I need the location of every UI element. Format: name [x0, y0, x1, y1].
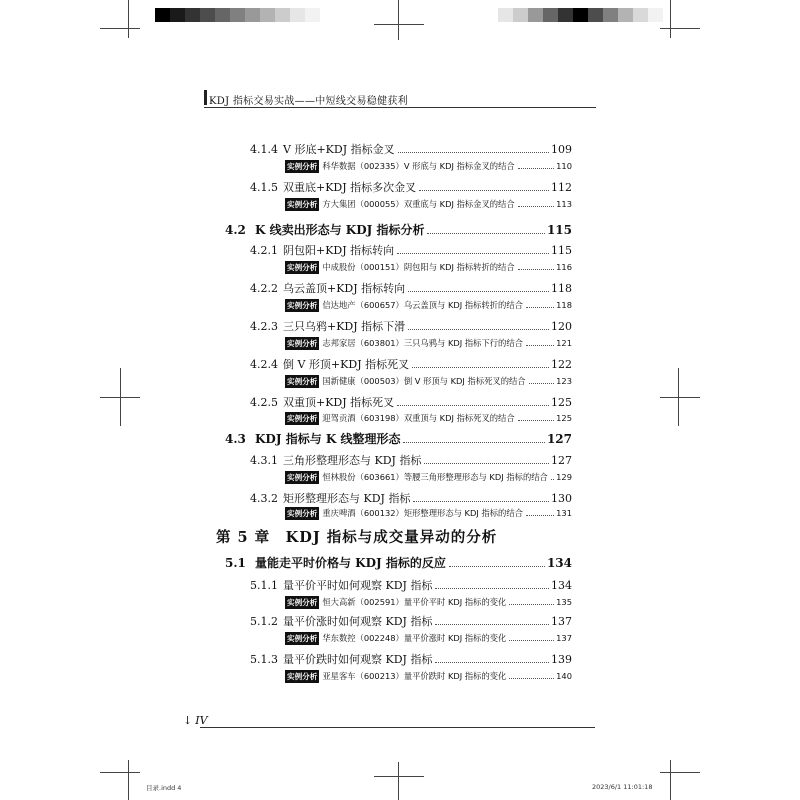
- chapter-heading: 第 5 章 KDJ 指标与成交量异动的分析: [216, 529, 498, 546]
- toc-page-number: 134: [546, 556, 572, 570]
- dot-leader: [509, 604, 554, 605]
- toc-title: 乌云盖顶+KDJ 指标转向: [283, 282, 406, 295]
- toc-title: 量平价涨时如何观察 KDJ 指标: [283, 615, 433, 628]
- toc-page-number: 118: [551, 282, 572, 295]
- color-swatch: [140, 8, 155, 22]
- page-arrow-icon: ↓: [183, 714, 193, 727]
- crop-mark: [374, 776, 424, 777]
- page-number-label: IV: [195, 714, 208, 727]
- dot-leader: [424, 463, 549, 464]
- crop-mark: [128, 0, 129, 38]
- dot-leader: [412, 367, 549, 368]
- toc-example-entry[interactable]: [285, 596, 572, 609]
- toc-title: K 线卖出形态与 KDJ 指标分析: [255, 223, 425, 237]
- toc-subsection-entry[interactable]: [250, 179, 572, 195]
- toc-subsection-entry[interactable]: [250, 651, 572, 667]
- toc-page-number: 110: [556, 161, 572, 171]
- toc-page-number: 120: [551, 320, 572, 333]
- crop-mark: [398, 762, 399, 800]
- example-badge: 实例分析: [287, 200, 318, 209]
- toc-subsection-entry[interactable]: [250, 394, 572, 410]
- toc-number: 5.1.2: [250, 615, 278, 628]
- toc-page-number: 116: [556, 262, 572, 272]
- toc-title: 信达地产（600657）乌云盖顶与 KDJ 指标转折的结合: [322, 300, 523, 310]
- crop-mark: [100, 772, 140, 773]
- toc-page-number: 131: [556, 508, 572, 518]
- toc-title: 三角形整理形态与 KDJ 指标: [283, 454, 422, 467]
- toc-number: 5.1: [225, 556, 246, 570]
- toc-number: 4.2.1: [250, 244, 278, 257]
- dot-leader: [518, 420, 555, 421]
- dot-leader: [435, 624, 549, 625]
- color-swatch: [513, 8, 528, 22]
- toc-number: 4.2.2: [250, 282, 278, 295]
- toc-title: 亚星客车（600213）量平价跌时 KDJ 指标的变化: [322, 671, 507, 681]
- toc-example-entry[interactable]: [285, 507, 572, 520]
- toc-section-entry[interactable]: [225, 554, 572, 571]
- toc-example-entry[interactable]: [285, 632, 572, 645]
- header-rule: [204, 107, 596, 108]
- color-swatch: [305, 8, 320, 22]
- toc-title: 国新健康（000503）倒 V 形顶与 KDJ 指标死叉的结合: [322, 376, 526, 386]
- crop-mark: [398, 0, 399, 40]
- example-badge: 实例分析: [287, 509, 318, 518]
- crop-mark: [374, 24, 424, 25]
- toc-number: 4.1.4: [250, 143, 278, 156]
- toc-title: 恒林股份（603661）等腰三角形整理形态与 KDJ 指标的结合: [322, 472, 548, 482]
- toc-example-entry[interactable]: [285, 375, 572, 388]
- crop-mark: [128, 760, 129, 800]
- toc-section-entry[interactable]: [225, 221, 572, 238]
- color-swatch: [275, 8, 290, 22]
- crop-mark: [670, 0, 671, 38]
- color-swatch: [648, 8, 663, 22]
- toc-title: 量平价跌时如何观察 KDJ 指标: [283, 653, 433, 666]
- toc-page-number: 123: [556, 376, 572, 386]
- example-badge: 实例分析: [287, 263, 318, 272]
- example-badge: 实例分析: [287, 598, 318, 607]
- example-badge: 实例分析: [287, 672, 318, 681]
- dot-leader: [398, 152, 549, 153]
- color-swatch: [543, 8, 558, 22]
- dot-leader: [408, 291, 549, 292]
- running-header: KDJ 指标交易实战——中短线交易稳健获利: [209, 96, 408, 107]
- toc-title: 双重顶+KDJ 指标死叉: [283, 396, 395, 409]
- dot-leader: [526, 307, 554, 308]
- dot-leader: [397, 405, 549, 406]
- toc-number: 4.3.1: [250, 454, 278, 467]
- footer-rule: [200, 727, 595, 728]
- toc-number: 4.2.3: [250, 320, 278, 333]
- example-badge: 实例分析: [287, 301, 318, 310]
- example-badge: 实例分析: [287, 339, 318, 348]
- toc-page-number: 125: [556, 413, 572, 423]
- toc-title: 迎驾贡酒（603198）双重顶与 KDJ 指标死叉的结合: [322, 413, 515, 423]
- toc-page-number: 127: [546, 432, 572, 446]
- toc-title: 重庆啤酒（600132）矩形整理形态与 KDJ 指标的结合: [322, 508, 523, 518]
- color-swatch: [200, 8, 215, 22]
- toc-subsection-entry[interactable]: [250, 242, 572, 258]
- dot-leader: [413, 501, 549, 502]
- toc-number: 4.2.4: [250, 358, 278, 371]
- toc-page-number: 121: [556, 338, 572, 348]
- toc-title: 方大集团（000055）双重底与 KDJ 指标金叉的结合: [322, 199, 515, 209]
- toc-number: 4.2.5: [250, 396, 278, 409]
- toc-number: 5.1.3: [250, 653, 278, 666]
- toc-page-number: 137: [556, 633, 572, 643]
- toc-subsection-entry[interactable]: [250, 490, 572, 506]
- toc-number: 4.1.5: [250, 181, 278, 194]
- header-marker: [204, 90, 207, 105]
- toc-section-entry[interactable]: [225, 430, 572, 447]
- toc-example-entry[interactable]: [285, 299, 572, 312]
- toc-example-entry[interactable]: [285, 160, 572, 173]
- toc-subsection-entry[interactable]: [250, 280, 572, 296]
- toc-subsection-entry[interactable]: [250, 452, 572, 468]
- color-bar-left: [140, 8, 320, 22]
- color-swatch: [498, 8, 513, 22]
- toc-example-entry[interactable]: [285, 670, 572, 683]
- toc-number: 4.2: [225, 223, 246, 237]
- color-swatch: [155, 8, 170, 22]
- crop-mark: [660, 772, 700, 773]
- color-swatch: [170, 8, 185, 22]
- color-swatch: [483, 8, 498, 22]
- color-swatch: [603, 8, 618, 22]
- toc-subsection-entry[interactable]: [250, 577, 572, 593]
- color-swatch: [245, 8, 260, 22]
- toc-page-number: 113: [556, 199, 572, 209]
- color-swatch: [558, 8, 573, 22]
- toc-title: V 形底+KDJ 指标金叉: [283, 143, 395, 156]
- color-bar-right: [483, 8, 663, 22]
- toc-title: 中成股份（000151）阴包阳与 KDJ 指标转折的结合: [322, 262, 515, 272]
- toc-page-number: 125: [551, 396, 572, 409]
- toc-example-entry[interactable]: [285, 198, 572, 211]
- color-swatch: [618, 8, 633, 22]
- dot-leader: [529, 383, 555, 384]
- dot-leader: [427, 233, 544, 234]
- toc-title: 阴包阳+KDJ 指标转向: [283, 244, 395, 257]
- toc-number: 4.3.2: [250, 492, 278, 505]
- color-swatch: [260, 8, 275, 22]
- dot-leader: [518, 269, 555, 270]
- crop-mark: [100, 397, 140, 398]
- toc-page-number: 115: [546, 223, 572, 237]
- example-badge: 实例分析: [287, 377, 318, 386]
- toc-title: 量平价平时如何观察 KDJ 指标: [283, 579, 433, 592]
- toc-title: 三只乌鸦+KDJ 指标下滑: [283, 320, 406, 333]
- toc-page-number: 134: [551, 579, 572, 592]
- toc-page-number: 112: [551, 181, 572, 194]
- color-swatch: [633, 8, 648, 22]
- color-swatch: [185, 8, 200, 22]
- dot-leader: [526, 515, 554, 516]
- dot-leader: [419, 190, 549, 191]
- dot-leader: [509, 640, 554, 641]
- example-badge: 实例分析: [287, 162, 318, 171]
- toc-number: 5.1.1: [250, 579, 278, 592]
- dot-leader: [403, 442, 544, 443]
- toc-subsection-entry[interactable]: [250, 318, 572, 334]
- crop-mark: [100, 28, 140, 29]
- toc-page-number: 135: [556, 597, 572, 607]
- toc-page-number: 109: [551, 143, 572, 156]
- toc-title: 双重底+KDJ 指标多次金叉: [283, 181, 417, 194]
- example-badge: 实例分析: [287, 414, 318, 423]
- dot-leader: [518, 168, 554, 169]
- toc-title: 倒 V 形顶+KDJ 指标死叉: [283, 358, 410, 371]
- file-name: 目录.indd 4: [146, 784, 182, 792]
- toc-example-entry[interactable]: [285, 471, 572, 484]
- toc-page-number: 118: [556, 300, 572, 310]
- crop-mark: [660, 397, 700, 398]
- dot-leader: [526, 345, 554, 346]
- toc-page-number: 129: [556, 472, 572, 482]
- toc-subsection-entry[interactable]: [250, 613, 572, 629]
- color-swatch: [528, 8, 543, 22]
- toc-example-entry[interactable]: [285, 337, 572, 350]
- toc-title: 矩形整理形态与 KDJ 指标: [283, 492, 411, 505]
- print-timestamp: 2023/6/1 11:01:18: [592, 783, 653, 791]
- toc-title: KDJ 指标与 K 线整理形态: [255, 432, 401, 446]
- color-swatch: [290, 8, 305, 22]
- dot-leader: [397, 253, 549, 254]
- toc-subsection-entry[interactable]: [250, 141, 572, 157]
- toc-title: 量能走平时价格与 KDJ 指标的反应: [255, 556, 446, 570]
- toc-page-number: 127: [551, 454, 572, 467]
- toc-page-number: 140: [556, 671, 572, 681]
- color-swatch: [215, 8, 230, 22]
- toc-subsection-entry[interactable]: [250, 356, 572, 372]
- crop-mark: [660, 28, 700, 29]
- dot-leader: [509, 678, 554, 679]
- example-badge: 实例分析: [287, 473, 318, 482]
- color-swatch: [573, 8, 588, 22]
- dot-leader: [518, 206, 555, 207]
- color-swatch: [588, 8, 603, 22]
- toc-page-number: 139: [551, 653, 572, 666]
- toc-title: 恒大高新（002591）量平价平时 KDJ 指标的变化: [322, 597, 507, 607]
- crop-mark: [670, 760, 671, 800]
- toc-example-entry[interactable]: [285, 412, 572, 425]
- page-number: [183, 714, 208, 727]
- toc-title: 志邦家居（603801）三只乌鸦与 KDJ 指标下行的结合: [322, 338, 523, 348]
- dot-leader: [435, 662, 549, 663]
- dot-leader: [449, 566, 545, 567]
- dot-leader: [408, 329, 549, 330]
- toc-page-number: 115: [551, 244, 572, 257]
- toc-page-number: 137: [551, 615, 572, 628]
- toc-number: 4.3: [225, 432, 246, 446]
- toc-page-number: 122: [551, 358, 572, 371]
- example-badge: 实例分析: [287, 634, 318, 643]
- toc-title: 科华数据（002335）V 形底与 KDJ 指标金叉的结合: [322, 161, 515, 171]
- toc-title: 华东数控（002248）量平价涨时 KDJ 指标的变化: [322, 633, 507, 643]
- toc-page-number: 130: [551, 492, 572, 505]
- color-swatch: [230, 8, 245, 22]
- dot-leader: [551, 479, 554, 480]
- toc-example-entry[interactable]: [285, 261, 572, 274]
- dot-leader: [435, 588, 549, 589]
